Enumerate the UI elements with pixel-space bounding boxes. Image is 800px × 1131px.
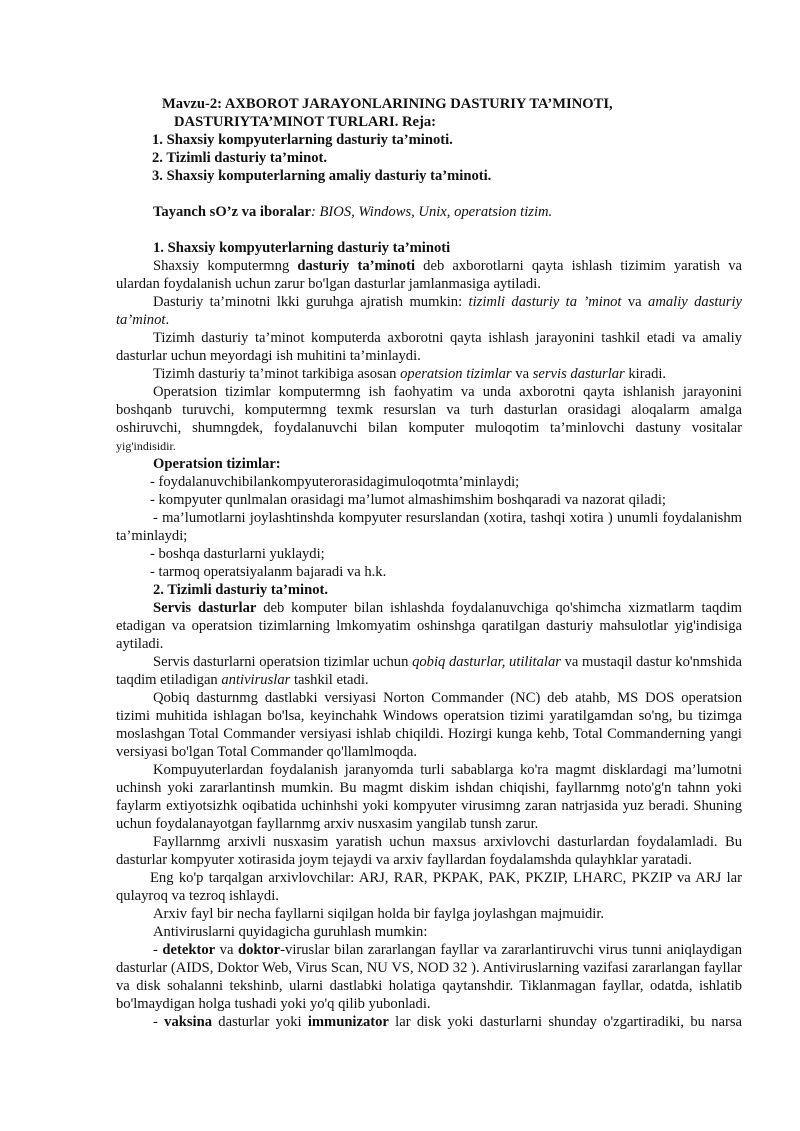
list-item: - ma’lumotlarni joylashtinshda kompyuter resurslandan (xotira, tashqi xotira ) unumli foydalanishm ta’minlaydi; — [116, 510, 742, 544]
paragraph: Operatsion tizimlar komputermng ish faohyatim va unda axborotni qayta ishlanish jarayonini boshqanb turuvchi, komputermng texmk resurslan va turh dasturlan orasidagi aloqalarm amalga oshiruvchi, shumngdek, foydalanuvchi bilan komputer muloqotim ta’minlovchi dastuny vositalar yig'indisidir. — [116, 384, 742, 453]
list-item: - kompyuter qunlmalan orasidagi ma’lumot almashimshim boshqaradi va nazorat qiladi; — [150, 492, 666, 508]
title-line-1: Mavzu-2: AXBOROT JARAYONLARINING DASTURIY TA’MINOTI, — [162, 96, 613, 112]
paragraph: Eng ko'p tarqalgan arxivlovchilar: ARJ, RAR, PKPAK, PAK, PKZIP, LHARC, PKZIP va ARJ lar qulayroq va tezroq ishlaydi. — [116, 870, 742, 904]
title-line-2: DASTURIYTA’MINOT TURLARI. Reja: — [174, 114, 437, 130]
keywords-line — [153, 203, 742, 221]
paragraph: Dasturiy ta’minotni lkki guruhga ajratish mumkin: tizimli dasturiy ta ’minot va amaliy dasturiy ta’minot. — [116, 294, 742, 328]
list-item: - foydalanuvchibilankompyuterorasidagimuloqotmta’minlaydi; — [150, 474, 520, 490]
document-page — [116, 95, 742, 1031]
list-item: - tarmoq operatsiyalanm bajaradi va h.k. — [150, 564, 387, 580]
paragraph: Shaxsiy komputermng dasturiy ta’minoti deb axborotlarni qayta ishlash tizimim yaratish va ulardan foydalanish uchun zarur bo'lgan dasturlar jamlanmasiga aytiladi. — [116, 258, 742, 292]
paragraph: - detektor va doktor-viruslar bilan zararlangan fayllar va zararlantiruvchi virus tunni aniqlaydigan dasturlar (AIDS, Doktor Web, Virus Scan, NU VS, NOD 32 ). Antiviruslarning vazifasi zararlangan fayllar va disk sohalanni tekshinb, ularni dastlabki holatiga qaytanshdir. Tiklanmagan fayllar, odatda, ishlatib bo'lmaydigan holga tushadi yoki yo'q qilib yubonladi. — [116, 942, 743, 1012]
paragraph: Qobiq dasturnmg dastlabki versiyasi Norton Commander (NC) deb atahb, MS DOS operatsion tizimi muhitida ishlagan bo'lsa, keyinchahk Windows operatsion tizimi yaratilgamdan so'ng, bu tizimga moslashgan Total Commander versiyasi ishlab chiqildi. Hozirgi kunga kehb, Total Commanderning yangi versiyasi bo'lgan Total Commander qo'llamlmoqda. — [116, 690, 742, 760]
paragraph: Tizimh dasturiy ta’minot tarkibiga asosan operatsion tizimlar va servis dasturlar kiradi. — [153, 366, 667, 382]
paragraph: Fayllarnmg arxivli nusxasim yaratish uchun maxsus arxivlovchi dasturlardan foydalamladi. Bu dasturlar kompyuter xotirasida joym tejaydi va arxiv fayllardan foydalamshda qulayhklar yaratadi. — [116, 834, 742, 868]
paragraph: Servis dasturlarni operatsion tizimlar uchun qobiq dasturlar, utilitalar va mustaqil dastur ko'nmshida taqdim etiladigan antiviruslar tashkil etadi. — [116, 654, 742, 688]
keywords-label: Tayanch sO’z va iboralar — [153, 204, 311, 220]
section-2-heading: 2. Tizimli dasturiy ta’minot. — [153, 582, 328, 598]
paragraph: Antiviruslarni quyidagicha guruhlash mumkin: — [153, 924, 428, 940]
os-heading: Operatsion tizimlar: — [153, 456, 281, 472]
plan-item-3: 3. Shaxsiy komputerlarning amaliy dasturiy ta’minoti. — [152, 168, 492, 184]
paragraph: - vaksina dasturlar yoki immunizator lar disk yoki dasturlarni shunday o'zgartiradiki, bu narsa — [153, 1014, 743, 1030]
paragraph: Kompuyuterlardan foydalanish jaranyomda turli sabablarga ko'ra magmt disklardagi ma’lumotni uchinsh yoki zararlantinsh mumkin. Bu magmt diskim ishdan chiqishi, fayllarnmg noto'g'n tahnn yoki faylarm extiyotsizhk oqibatida uchinhshi yoki kompyuter virusimng zaran natrjasida yuz beradi. Shuning uchun foydalanayotgan fayllarnmg arxiv nusxasim yangilab tunsh zarur. — [116, 762, 742, 832]
plan-item-2: 2. Tizimli dasturiy ta’minot. — [152, 150, 327, 166]
list-item: - boshqa dasturlarni yuklaydi; — [150, 546, 325, 562]
plan-list — [152, 131, 742, 185]
paragraph: Arxiv fayl bir necha fayllarni siqilgan holda bir faylga joylashgan majmuidir. — [153, 906, 605, 922]
paragraph: Tizimh dasturiy ta’minot komputerda axborotni qayta ishlash jarayonini tashkil etadi va amaliy dasturlar uchun meyordagi ish muhitini ta’minlaydi. — [116, 330, 742, 364]
section-1-heading: 1. Shaxsiy kompyuterlarning dasturiy ta’minoti — [153, 240, 451, 256]
document-title — [162, 95, 742, 131]
keywords-terms: BIOS, Windows, Unix, operatsion tizim. — [315, 204, 553, 220]
plan-item-1: 1. Shaxsiy kompyuterlarning dasturiy ta’minoti. — [152, 132, 453, 148]
paragraph: Servis dasturlar deb komputer bilan ishlashda foydalanuvchiga qo'shimcha xizmatlarm taqdim etadigan va operatsion tizimlarning lmkomyatim oshinshga qaratilgan dasturiy mahsulotlar yig'indisiga aytiladi. — [116, 600, 742, 652]
keywords-colon: : — [310, 204, 316, 220]
